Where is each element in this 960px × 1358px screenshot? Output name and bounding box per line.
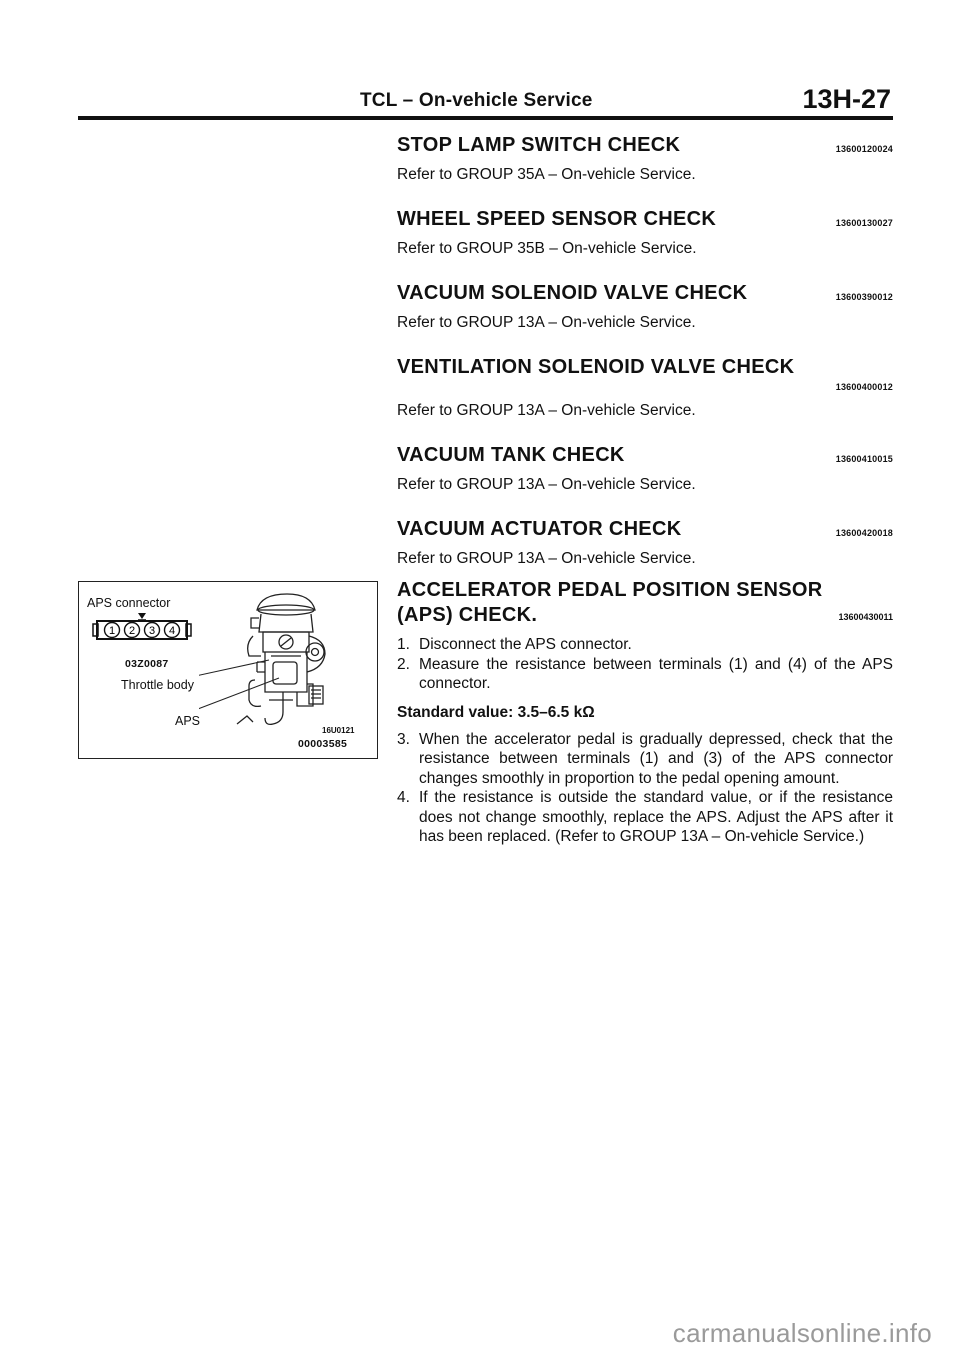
figure-code-small: 16U0121 <box>322 726 355 735</box>
step-text: If the resistance is outside the standard value, or if the resistance does not change smoothly, replace the APS. Adjust the APS after it has been replaced. (Refer to GROUP 13A – On-vehicle Service.) <box>419 789 893 845</box>
throttle-body-label: Throttle body <box>121 678 194 692</box>
standard-value: Standard value: 3.5–6.5 kΩ <box>397 703 595 721</box>
step-1 <box>397 635 893 655</box>
entry-title: VACUUM ACTUATOR CHECK <box>397 518 682 540</box>
page-number: 13H-27 <box>802 84 891 114</box>
entry-vacuum-solenoid-valve <box>397 282 893 334</box>
entry-code: 13600410015 <box>835 454 893 464</box>
entry-title: VENTILATION SOLENOID VALVE CHECK <box>397 356 795 378</box>
step-2 <box>397 655 893 694</box>
page-header <box>78 84 893 114</box>
connector-key-icon <box>138 613 146 619</box>
entry-title: WHEEL SPEED SENSOR CHECK <box>397 208 717 230</box>
step-number: 1. <box>397 636 410 653</box>
entry-title: VACUUM TANK CHECK <box>397 444 625 466</box>
entry-code: 13600390012 <box>835 292 893 302</box>
entry-reference: Refer to GROUP 13A – On-vehicle Service. <box>397 314 696 331</box>
pin-label: 4 <box>168 625 176 637</box>
aps-figure <box>78 581 378 759</box>
step-text: Disconnect the APS connector. <box>419 636 632 653</box>
step-text: Measure the resistance between terminals (1) and (4) of the APS connector. <box>419 655 893 692</box>
step-4 <box>397 788 893 847</box>
pin-label: 3 <box>148 625 156 637</box>
entry-code: 13600130027 <box>835 218 893 228</box>
aps-steps-continued <box>397 730 893 847</box>
entry-ventilation-solenoid-valve <box>397 356 893 422</box>
entry-code: 13600420018 <box>835 528 893 538</box>
entry-reference: Refer to GROUP 13A – On-vehicle Service. <box>397 402 696 419</box>
aps-check-section <box>397 578 893 847</box>
connector-label: APS connector <box>87 596 171 610</box>
aps-title-line2: (APS) CHECK. <box>397 604 538 626</box>
step-number: 4. <box>397 789 410 806</box>
aps-leader-line <box>199 678 279 720</box>
check-entries <box>397 134 893 592</box>
entry-stop-lamp-switch <box>397 134 893 186</box>
entry-reference: Refer to GROUP 13A – On-vehicle Service. <box>397 550 696 567</box>
aps-label: APS <box>175 714 201 728</box>
figure-code: 00003585 <box>298 738 348 750</box>
step-number: 3. <box>397 730 410 748</box>
entry-reference: Refer to GROUP 35A – On-vehicle Service. <box>397 166 696 183</box>
connector-diagram <box>92 612 192 642</box>
entry-reference: Refer to GROUP 13A – On-vehicle Service. <box>397 476 696 493</box>
connector-code: 03Z0087 <box>125 658 169 670</box>
entry-code: 13600400012 <box>835 382 893 392</box>
entry-reference: Refer to GROUP 35B – On-vehicle Service. <box>397 240 697 257</box>
entry-title: STOP LAMP SWITCH CHECK <box>397 134 681 156</box>
entry-title: VACUUM SOLENOID VALVE CHECK <box>397 282 748 304</box>
aps-steps <box>397 635 893 694</box>
aps-title-line1: ACCELERATOR PEDAL POSITION SENSOR <box>397 579 823 601</box>
step-3 <box>397 730 893 789</box>
aps-code: 13600430011 <box>838 612 893 622</box>
pin-label: 2 <box>128 625 136 637</box>
entry-code: 13600120024 <box>835 144 893 154</box>
pin-label: 1 <box>108 625 116 637</box>
section-title: TCL – On-vehicle Service <box>360 90 593 111</box>
watermark: carmanualsonline.info <box>672 1318 932 1348</box>
entry-vacuum-tank <box>397 444 893 496</box>
header-rule <box>78 116 893 120</box>
entry-vacuum-actuator <box>397 518 893 570</box>
step-text: When the accelerator pedal is gradually depressed, check that the resistance between terminals (1) and (3) of the APS connector changes smoothly in proportion to the pedal opening amount. <box>419 730 893 787</box>
entry-wheel-speed-sensor <box>397 208 893 260</box>
step-number: 2. <box>397 655 410 673</box>
